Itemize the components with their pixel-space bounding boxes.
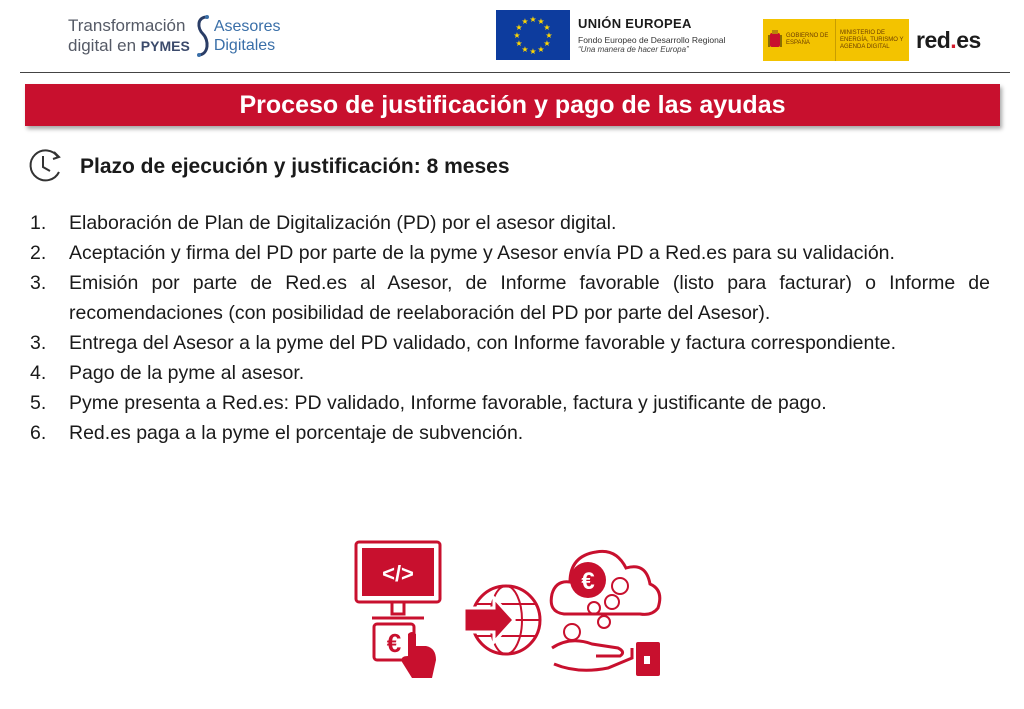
clock-icon (26, 147, 64, 185)
eu-flag-icon (496, 10, 570, 60)
globe-transfer-icon (460, 578, 544, 662)
step-number: 3. (30, 332, 47, 354)
step-text: Entrega del Asesor a la pyme del PD validado, con Informe favorable y factura correspondiente. (69, 332, 897, 354)
svg-text:★: ★ (521, 17, 529, 26)
step-number: 4. (30, 362, 47, 384)
euro-symbol: € (581, 568, 595, 595)
redes-logo (916, 27, 981, 54)
cloud-euro-hand-icon (548, 536, 668, 680)
header (0, 0, 1024, 72)
svg-text:★: ★ (543, 39, 551, 48)
logo-pymes: PYMES (140, 38, 190, 54)
eu-logo (496, 10, 725, 60)
header-divider (20, 72, 1010, 73)
step-number: 2. (30, 242, 47, 264)
list-item (30, 358, 990, 388)
ministerio-text: MINISTERIO DE ENERGÍA, TURISMO Y AGENDA DIGITAL (840, 29, 904, 50)
asesores-line-2: Digitales (213, 37, 276, 54)
svg-text:★: ★ (545, 31, 553, 40)
step-number: 1. (30, 212, 47, 234)
list-item (30, 208, 990, 238)
asesores-s-icon (196, 14, 210, 58)
euro-symbol: € (386, 628, 402, 658)
svg-text:★: ★ (537, 17, 545, 26)
svg-text:★: ★ (537, 45, 545, 54)
list-item (30, 268, 990, 328)
step-text: Elaboración de Plan de Digitalización (PD) por el asesor digital. (69, 212, 617, 234)
step-text: Pago de la pyme al asesor. (69, 362, 305, 384)
title-banner (25, 84, 1000, 126)
coat-of-arms-icon (767, 29, 783, 51)
monitor-code-payment-icon (352, 538, 448, 682)
list-item (30, 418, 990, 448)
svg-text:★: ★ (515, 23, 523, 32)
redes-name: red (916, 27, 951, 53)
list-item (30, 238, 990, 268)
svg-text:★: ★ (515, 39, 523, 48)
transformacion-digital-logo (68, 14, 281, 58)
svg-text:★: ★ (543, 23, 551, 32)
redes-dot: . (950, 27, 957, 53)
step-number: 6. (30, 422, 47, 444)
code-symbol: </> (382, 561, 414, 586)
logo-line-2: digital en (68, 36, 137, 55)
step-text: Emisión por parte de Red.es al Asesor, de Informe favorable (listo para facturar) o Informe de recomendaciones (con posibilidad de reelaboración del PD por parte del Asesor). (69, 272, 990, 324)
gobierno-logo (763, 19, 909, 61)
svg-text:★: ★ (521, 45, 529, 54)
step-text: Aceptación y firma del PD por parte de la pyme y Asesor envía PD a Red.es para su validación. (69, 242, 895, 264)
eu-fund: Fondo Europeo de Desarrollo Regional (578, 35, 726, 45)
step-text: Pyme presenta a Red.es: PD validado, Informe favorable, factura y justificante de pago. (69, 392, 827, 414)
asesores-line-1: Asesores (213, 18, 281, 35)
gobierno-text: GOBIERNO DE ESPAÑA (786, 33, 829, 46)
step-number: 3. (30, 272, 47, 294)
svg-text:★: ★ (529, 47, 537, 56)
eu-title: UNIÓN EUROPEA (578, 16, 692, 31)
steps-list (30, 208, 990, 448)
svg-text:★: ★ (513, 31, 521, 40)
step-number: 5. (30, 392, 47, 414)
eu-motto: “Una manera de hacer Europa” (578, 45, 689, 54)
section-title: Plazo de ejecución y justificación: 8 meses (80, 155, 510, 178)
page-title: Proceso de justificación y pago de las ayudas (239, 90, 786, 119)
svg-text:★: ★ (529, 15, 537, 24)
redes-suffix: es (956, 27, 981, 53)
list-item (30, 388, 990, 418)
logo-line-1: Transformación (68, 16, 186, 35)
step-text: Red.es paga a la pyme el porcentaje de subvención. (69, 422, 524, 444)
list-item (30, 328, 990, 358)
